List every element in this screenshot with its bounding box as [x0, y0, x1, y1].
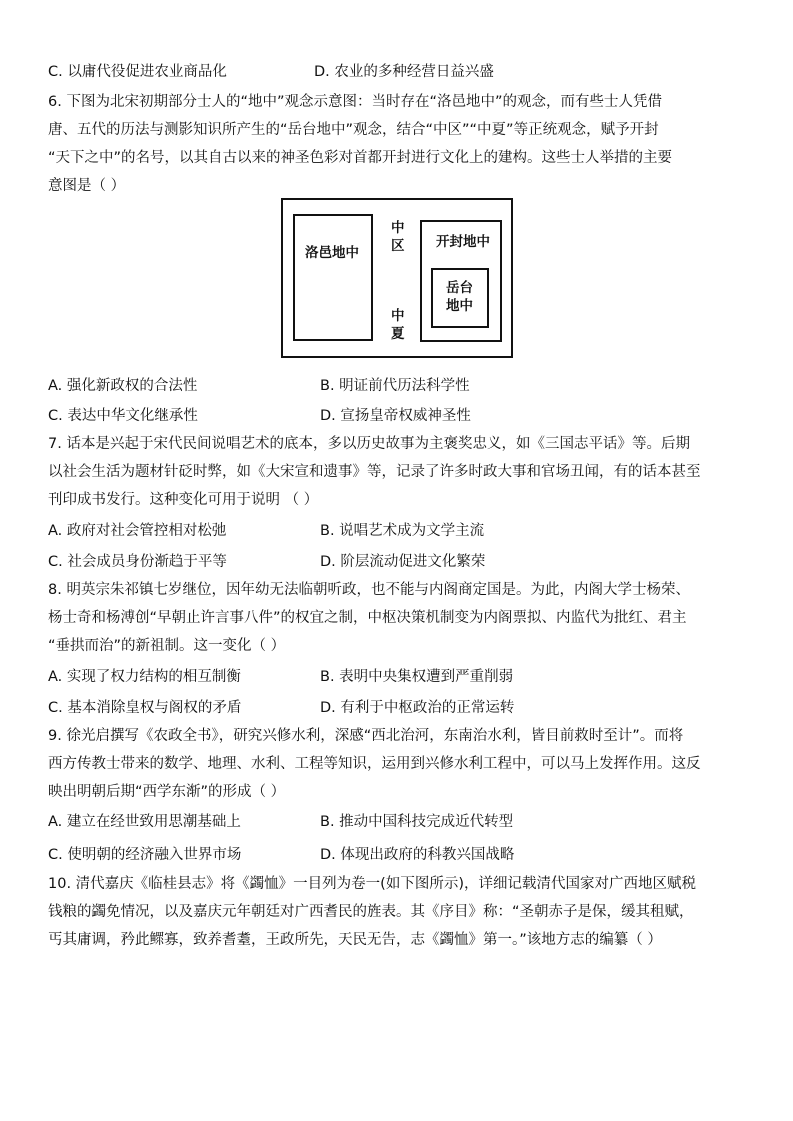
q8-stem-line-3: “垂拱而治”的新祖制。这一变化（ ） — [48, 638, 286, 654]
q8-option-b: B. 表明中央集权遭到严重削弱 — [320, 669, 514, 685]
q9-stem-line-1: 9. 徐光启撰写《农政全书》，研究兴修水利，深感“西北治河，东南治水利，皆目前救时至计”。而将 — [48, 728, 684, 744]
q7-option-c: C. 社会成员身份渐趋于平等 — [48, 554, 227, 570]
q6-option-d: D. 宣扬皇帝权威神圣性 — [320, 408, 471, 424]
kaifeng-label: 开封地中 — [436, 234, 490, 250]
q8-option-d: D. 有利于中枢政治的正常运转 — [320, 700, 515, 716]
yuetai-label-2: 地中 — [446, 298, 473, 314]
q6-stem-line-2: 唐、五代的历法与测影知识所产生的“岳台地中”观念，结合“中区”“中夏”等正统观念，赋予开封 — [48, 122, 659, 138]
q6-diagram — [281, 198, 513, 358]
zhongxia-label-1: 中 — [391, 308, 405, 324]
q6-stem-line-3: “天下之中”的名号，以其自古以来的神圣色彩对首都开封进行文化上的建构。这些士人举措的主要 — [48, 150, 673, 166]
q7-option-d: D. 阶层流动促进文化繁荣 — [320, 554, 486, 570]
luoyi-label: 洛邑地中 — [305, 245, 359, 261]
yuetai-label-1: 岳台 — [446, 280, 473, 296]
q9-option-b: B. 推动中国科技完成近代转型 — [320, 814, 514, 830]
q9-option-d: D. 体现出政府的科教兴国战略 — [320, 847, 515, 863]
q5-option-c: C. 以庸代役促进农业商品化 — [48, 64, 227, 80]
q10-stem-line-3: 丐其庸调，矜此鳏寡，致养耆耋，王政所先，天民无告，志《蠲恤》第一。”该地方志的编纂（ ） — [48, 932, 662, 948]
q7-stem-line-2: 以社会生活为题材针砭时弊，如《大宋宣和遗事》等，记录了许多时政大事和官场丑闻，有的话本甚至 — [48, 464, 701, 480]
zhongqu-label-2: 区 — [391, 238, 405, 254]
q8-option-a: A. 实现了权力结构的相互制衡 — [48, 669, 241, 685]
q7-option-b: B. 说唱艺术成为文学主流 — [320, 523, 485, 539]
q6-stem-line-1: 6. 下图为北宋初期部分士人的“地中”观念示意图：当时存在“洛邑地中”的观念，而有些士人凭借 — [48, 94, 662, 110]
zhongxia-label-2: 夏 — [391, 326, 405, 342]
q7-stem-line-3: 刊印成书发行。这种变化可用于说明 （ ） — [48, 492, 319, 508]
q6-option-b: B. 明证前代历法科学性 — [320, 378, 470, 394]
q9-stem-line-2: 西方传教士带来的数学、地理、水利、工程等知识，运用到兴修水利工程中，可以马上发挥作用。这反 — [48, 756, 701, 772]
q9-stem-line-3: 映出明朝后期“西学东渐”的形成（ ） — [48, 784, 286, 800]
q8-option-c: C. 基本消除皇权与阁权的矛盾 — [48, 700, 242, 716]
zhongqu-label-1: 中 — [391, 220, 405, 236]
q7-stem-line-1: 7. 话本是兴起于宋代民间说唱艺术的底本，多以历史故事为主褒奖忠义，如《三国志平话》等。后期 — [48, 436, 690, 452]
q7-option-a: A. 政府对社会管控相对松弛 — [48, 523, 227, 539]
q9-option-c: C. 使明朝的经济融入世界市场 — [48, 847, 242, 863]
q6-stem-line-4: 意图是（ ） — [48, 178, 126, 194]
q10-stem-line-2: 钱粮的蠲免情况，以及嘉庆元年朝廷对广西耆民的旌表。其《序目》称：“圣朝赤子是保，缓其租赋， — [48, 904, 694, 920]
q9-option-a: A. 建立在经世致用思潮基础上 — [48, 814, 241, 830]
q10-stem-line-1: 10. 清代嘉庆《临桂县志》将《蠲恤》一目列为卷一(如下图所示)，详细记载清代国家对广西地区赋税 — [48, 876, 696, 892]
q6-option-c: C. 表达中华文化继承性 — [48, 408, 198, 424]
luoyi-box — [293, 214, 373, 341]
q6-option-a: A. 强化新政权的合法性 — [48, 378, 198, 394]
q5-option-d: D. 农业的多种经营日益兴盛 — [314, 64, 494, 80]
q8-stem-line-2: 杨士奇和杨溥创“早朝止许言事八件”的权宜之制，中枢决策机制变为内阁票拟、内监代为批红、君主 — [48, 610, 687, 626]
q8-stem-line-1: 8. 明英宗朱祁镇七岁继位，因年幼无法临朝听政，也不能与内阁商定国是。为此，内阁大学士杨荣、 — [48, 582, 690, 598]
